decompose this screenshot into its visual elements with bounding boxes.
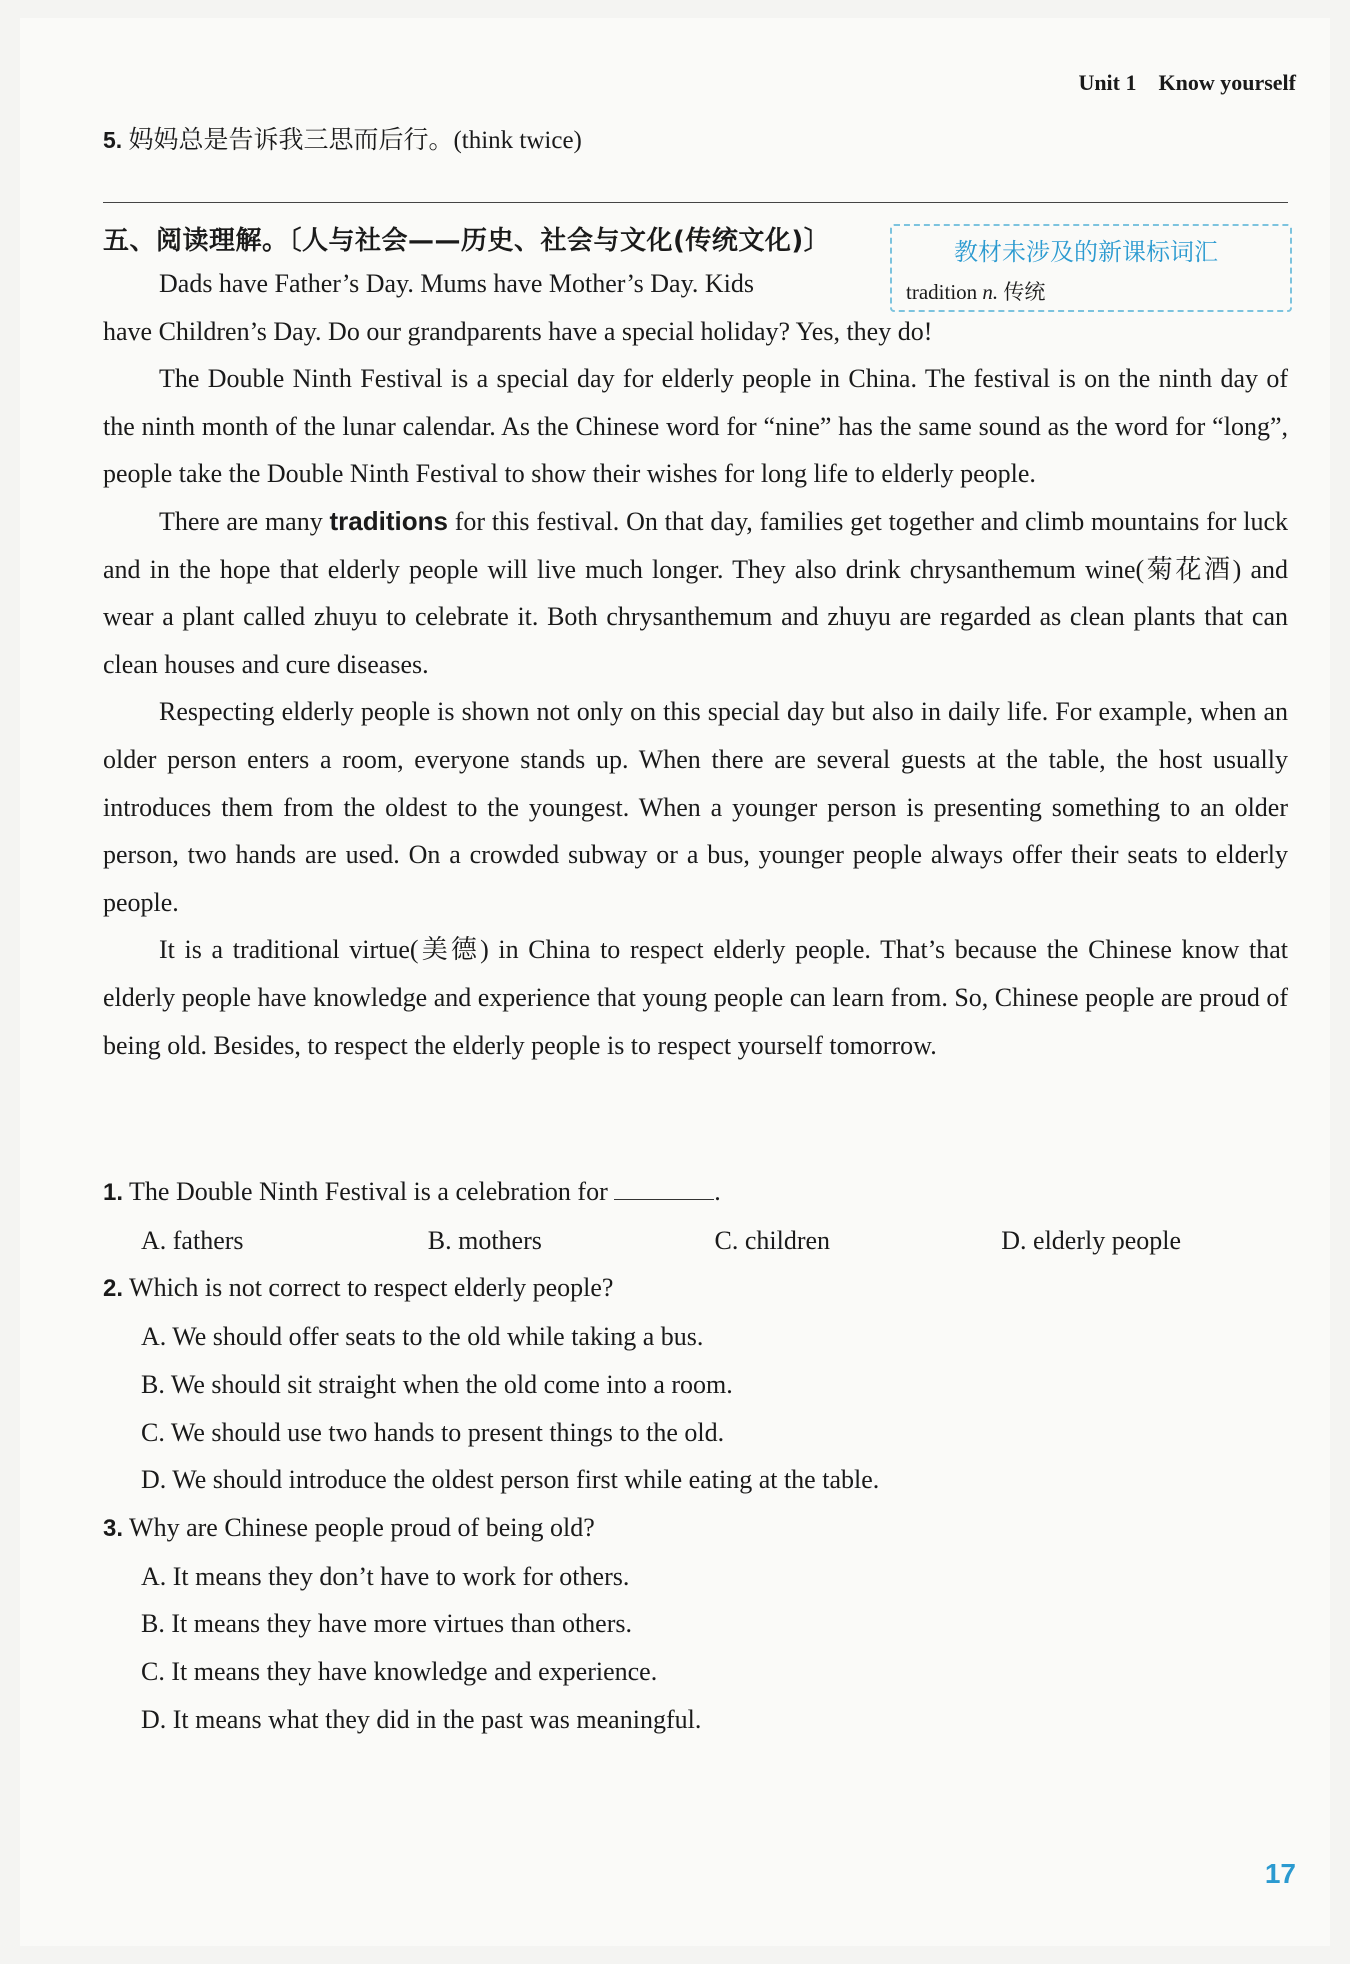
question-number: 3. (103, 1514, 124, 1542)
answer-blank[interactable] (614, 1177, 714, 1200)
option[interactable]: D. It means what they did in the past was meaningful. (141, 1704, 702, 1734)
question-stem: The Double Ninth Festival is a celebration for (129, 1177, 608, 1206)
question-stem: Which is not correct to respect elderly people? (129, 1273, 614, 1303)
paragraph-5: It is a traditional virtue(美德) in China to respect elderly people. That’s because the Chinese know that elderly people have knowledge and experience that young people can learn from. So, Chinese people are proud of being old. Besides, to respect the elderly people is to respect yourself tomorrow. (103, 935, 1288, 1060)
option[interactable]: A. We should offer seats to the old while taking a bus. (141, 1322, 704, 1352)
vocab-pos: n. (982, 280, 999, 304)
option[interactable]: D. elderly people (1001, 1225, 1182, 1255)
answer-line[interactable] (103, 202, 1288, 203)
option[interactable]: B. mothers (427, 1225, 542, 1255)
section-title: 五、阅读理解。〔人与社会——历史、社会与文化(传统文化)〕 (103, 226, 831, 256)
question-2 (103, 1264, 1288, 1313)
vocab-meaning: 传统 (1003, 280, 1046, 304)
unit-label: Unit 1 (1078, 70, 1137, 95)
option[interactable]: C. It means they have knowledge and experience. (141, 1657, 658, 1687)
vocab-entry (906, 276, 1045, 306)
question-stem: Why are Chinese people proud of being old? (129, 1512, 595, 1542)
page-number: 17 (1264, 1858, 1296, 1889)
question-5 (103, 120, 582, 156)
question-5-number: 5. (103, 127, 123, 153)
paragraph-1-rest: have Children’s Day. Do our grandparents have a special holiday? Yes, they do! (103, 316, 933, 346)
vocab-box (890, 224, 1292, 312)
vocab-word: tradition (906, 280, 978, 304)
paragraph-4: Respecting elderly people is shown not only on this special day but also in daily life. For example, when an older person enters a room, everyone stands up. When there are several guests at the table, the host usually introduces them from the oldest to the youngest. When a younger person is presenting something to an older person, two hands are used. On a crowded subway or a bus, younger people always offer their seats to elderly people. (103, 697, 1288, 917)
option[interactable]: A. It means they don’t have to work for others. (141, 1561, 630, 1591)
running-header (1078, 70, 1296, 96)
option[interactable]: B. It means they have more virtues than others. (141, 1609, 632, 1639)
question-1-options (103, 1217, 1288, 1265)
question-number: 2. (103, 1275, 124, 1303)
paragraph-1-first-line: Dads have Father’s Day. Mums have Mother’s Day. Kids (159, 269, 755, 298)
bold-word-traditions: traditions (329, 505, 448, 536)
option[interactable]: C. We should use two hands to present things to the old. (141, 1417, 725, 1447)
paragraph-2: The Double Ninth Festival is a special day for elderly people in China. The festival is on the ninth day of the ninth month of the lunar calendar. As the Chinese word for “nine” has the same sound as the word for “long”, people take the Double Ninth Festival to show their wishes for long life to elderly people. (103, 364, 1288, 489)
question-3 (103, 1504, 1288, 1553)
option[interactable]: D. We should introduce the oldest person first while eating at the table. (141, 1465, 880, 1495)
paragraph-3: There are many traditions for this festival. On that day, families get together and climb mountains for luck and in the hope that elderly people will live much longer. They also drink chrysanthemum wine(菊花酒) and wear a plant called zhuyu to celebrate it. Both chrysanthemum and zhuyu are regarded as clean plants that can clean houses and cure diseases. (103, 505, 1288, 679)
vocab-title: 教材未涉及的新课标词汇 (954, 238, 1218, 266)
option[interactable]: C. children (714, 1225, 831, 1255)
questions (103, 1168, 1288, 1743)
option[interactable]: B. We should sit straight when the old come into a room. (141, 1369, 733, 1399)
question-5-text: 妈妈总是告诉我三思而后行。(think twice) (128, 127, 582, 154)
option[interactable]: A. fathers (141, 1225, 244, 1255)
unit-title: Know yourself (1158, 70, 1296, 95)
question-number: 1. (103, 1179, 124, 1206)
question-1: 1. The Double Ninth Festival is a celebration for . (103, 1177, 721, 1206)
